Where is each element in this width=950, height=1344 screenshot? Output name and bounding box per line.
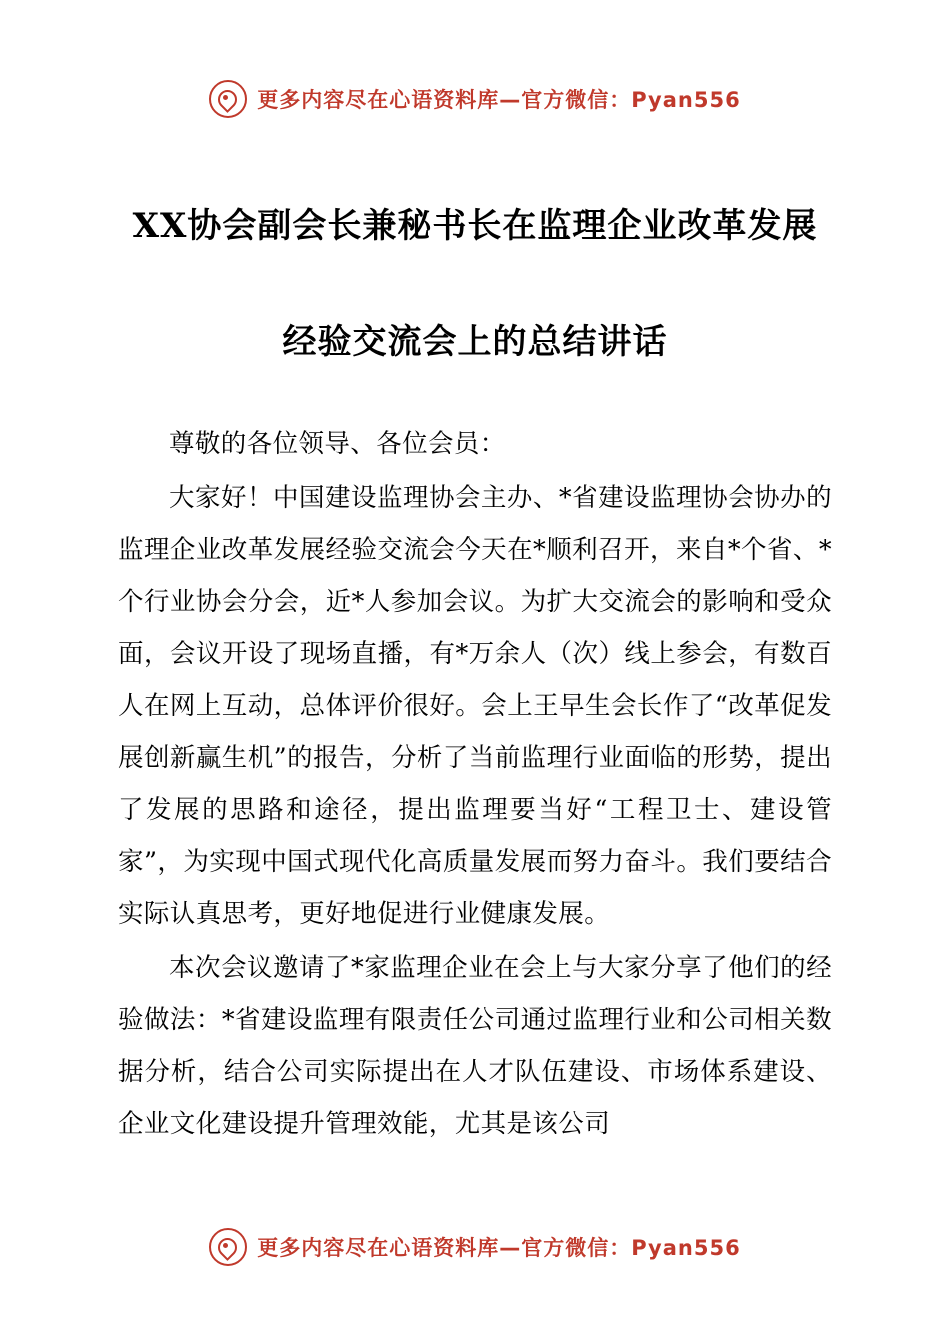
location-pin-icon xyxy=(209,1228,247,1266)
location-pin-icon xyxy=(209,80,247,118)
watermark-top xyxy=(0,80,950,118)
watermark-bottom xyxy=(0,1228,950,1266)
paragraph-salutation: 尊敬的各位领导、各位会员： xyxy=(169,429,506,459)
watermark-text: 更多内容尽在心语资料库—官方微信：Pyan556 xyxy=(257,1236,741,1260)
page-title: XX协会副会长兼秘书长在监理企业改革发展经验交流会上的总结讲话 xyxy=(132,206,818,362)
paragraph-1: 大家好！中国建设监理协会主办、*省建设监理协会协办的监理企业改革发展经验交流会今天在*顺利召开，来自*个省、*个行业协会分会，近*人参加会议。为扩大交流会的影响和受众面，会议开设了现场直播，有*万余人（次）线上参会，有数百人在网上互动，总体评价很好。会上王早生会长作了“改革促发展创新赢生机”的报告，分析了当前监理行业面临的形势，提出了发展的思路和途径，提出监理要当好“工程卫士、建设管家”，为实现中国式现代化高质量发展而努力奋斗。我们要结合实际认真思考，更好地促进行业健康发展。 xyxy=(118,483,832,929)
paragraph-2: 本次会议邀请了*家监理企业在会上与大家分享了他们的经验做法：*省建设监理有限责任公司通过监理行业和公司相关数据分析，结合公司实际提出在人才队伍建设、市场体系建设、企业文化建设提升管理效能，尤其是该公司 xyxy=(118,953,832,1139)
watermark-text: 更多内容尽在心语资料库—官方微信：Pyan556 xyxy=(257,88,741,112)
document-body xyxy=(118,418,832,1152)
